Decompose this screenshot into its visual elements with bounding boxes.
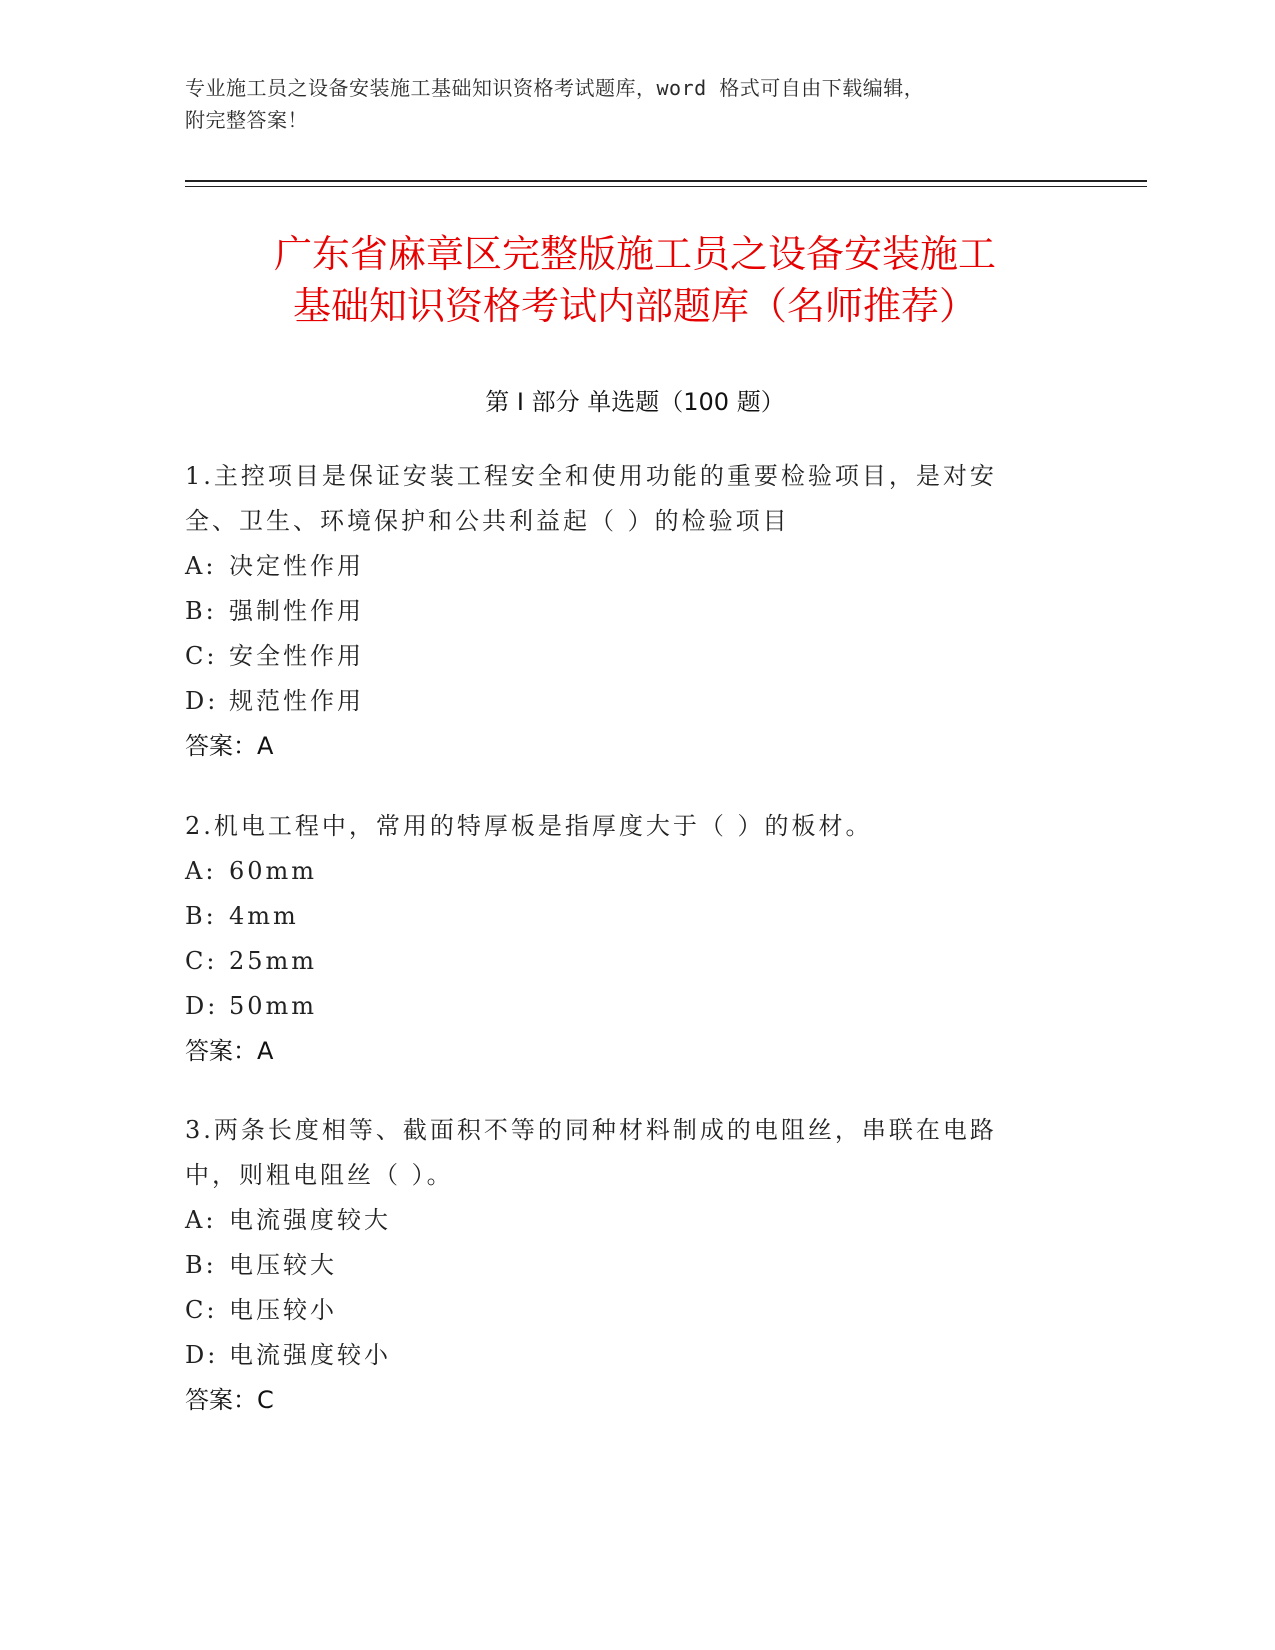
- answer: 答案：A: [185, 1037, 274, 1065]
- option-text: 规范性作用: [229, 687, 364, 715]
- option-b: [185, 894, 1065, 939]
- option-a: [185, 544, 1065, 589]
- option-d: [185, 984, 1065, 1029]
- option-key: C:: [185, 642, 218, 670]
- option-key: D:: [185, 992, 219, 1020]
- option-text: 决定性作用: [229, 552, 364, 580]
- question-1: [185, 454, 1065, 769]
- question-stem-line-1: 2.机电工程中，常用的特厚板是指厚度大于（ ）的板材。: [185, 812, 873, 840]
- question-stem-line-1: 1.主控项目是保证安装工程安全和使用功能的重要检验项目，是对安: [185, 462, 997, 490]
- option-text: 25mm: [229, 947, 318, 975]
- option-a: [185, 849, 1065, 894]
- header-note: [185, 72, 1065, 136]
- question-3: [185, 1108, 1065, 1423]
- question-stem-line-1: 3.两条长度相等、截面积不等的同种材料制成的电阻丝，串联在电路: [185, 1116, 997, 1144]
- option-text: 50mm: [229, 992, 318, 1020]
- option-c: [185, 939, 1065, 984]
- option-key: A:: [185, 1206, 217, 1234]
- option-text: 电流强度较大: [229, 1206, 391, 1234]
- option-key: D:: [185, 1341, 219, 1369]
- answer: 答案：A: [185, 732, 274, 760]
- option-b: [185, 589, 1065, 634]
- option-key: B:: [185, 1251, 217, 1279]
- document-title-line-1: 广东省麻章区完整版施工员之设备安装施工: [273, 232, 996, 276]
- document-title-line-2: 基础知识资格考试内部题库（名师推荐）: [292, 284, 977, 328]
- question-stem-line-2: 中，则粗电阻丝（ ）。: [185, 1161, 454, 1189]
- document-title: [185, 228, 1085, 332]
- option-key: C:: [185, 947, 218, 975]
- option-key: A:: [185, 857, 217, 885]
- option-text: 电压较大: [229, 1251, 337, 1279]
- section-heading: 第 I 部分 单选题（100 题）: [485, 388, 785, 416]
- question-2: [185, 804, 1065, 1074]
- option-a: [185, 1198, 1065, 1243]
- option-key: A:: [185, 552, 217, 580]
- option-text: 安全性作用: [229, 642, 364, 670]
- option-key: B:: [185, 597, 217, 625]
- option-text: 60mm: [229, 857, 318, 885]
- option-text: 电流强度较小: [229, 1341, 391, 1369]
- option-text: 4mm: [229, 902, 299, 930]
- option-key: C:: [185, 1296, 218, 1324]
- option-c: [185, 634, 1065, 679]
- header-divider-thin: [185, 186, 1147, 187]
- header-divider-thick: [185, 180, 1147, 182]
- answer: 答案：C: [185, 1386, 274, 1414]
- option-b: [185, 1243, 1065, 1288]
- header-note-line-2: 附完整答案！: [185, 108, 308, 132]
- option-d: [185, 1333, 1065, 1378]
- option-key: D:: [185, 687, 219, 715]
- option-c: [185, 1288, 1065, 1333]
- question-stem-line-2: 全、卫生、环境保护和公共利益起（ ）的检验项目: [185, 507, 790, 535]
- header-note-line-1: 专业施工员之设备安装施工基础知识资格考试题库，word 格式可自由下载编辑，: [185, 76, 925, 100]
- option-key: B:: [185, 902, 217, 930]
- option-text: 电压较小: [229, 1296, 337, 1324]
- option-text: 强制性作用: [229, 597, 364, 625]
- option-d: [185, 679, 1065, 724]
